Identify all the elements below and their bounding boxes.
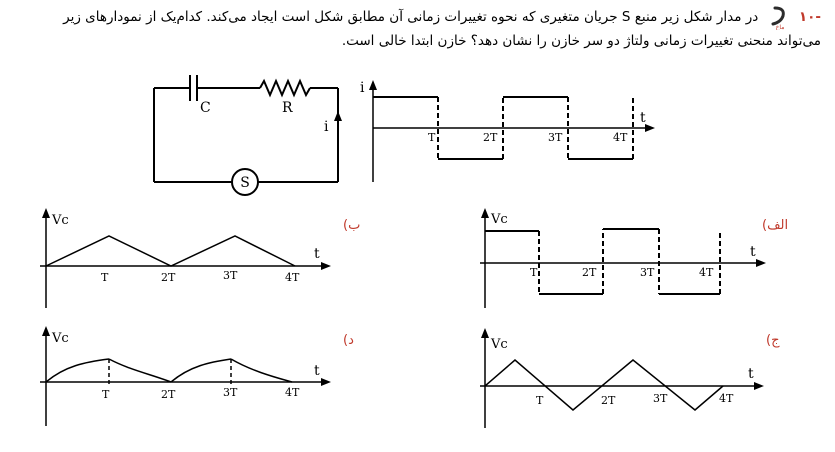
question-line-1 — [31, 6, 821, 30]
be-tick-4T: 4T — [285, 271, 300, 284]
dal-y-label: Vc — [52, 331, 69, 346]
be-triangle-wave — [46, 236, 295, 266]
i-tick-4T: 4T — [613, 131, 628, 144]
i-axis-label: i — [360, 80, 365, 96]
resistor-label: R — [282, 100, 293, 116]
question-number: -۱۰ — [798, 9, 821, 25]
dal-t-arrow-icon — [321, 378, 331, 386]
question-line-1-text: در مدار شکل زیر منبع S جریان متغیری که نحوه تغییرات زمانی آن مطابق شکل است ایجاد می‌کند. کدام‌یک از نمودارهای زیر — [63, 9, 759, 25]
current-arrow-icon — [334, 111, 342, 121]
alef-tick-4T: 4T — [699, 266, 714, 279]
alef-tick-3T: 3T — [640, 266, 655, 279]
alef-tick-T: T — [530, 266, 538, 279]
alef-y-label: Vc — [491, 212, 508, 227]
alef-t-arrow-icon — [756, 259, 766, 267]
i-axis-arrow-icon — [369, 80, 377, 90]
question-text — [31, 6, 821, 52]
i-tick-3T: 3T — [548, 131, 563, 144]
alef-tick-2T: 2T — [582, 266, 597, 279]
option-dal-graph — [30, 326, 335, 431]
be-y-label: Vc — [52, 213, 69, 228]
option-jim-label: ج) — [766, 333, 780, 348]
be-y-arrow-icon — [42, 208, 50, 218]
current-label: i — [324, 119, 329, 135]
jim-y-label: Vc — [491, 337, 508, 352]
option-be-label: ب) — [343, 218, 361, 233]
be-tick-3T: 3T — [223, 269, 238, 282]
circuit-diagram — [140, 65, 355, 200]
dal-t-label: t — [314, 363, 320, 379]
jim-tick-2T: 2T — [601, 394, 616, 407]
t-axis-label: t — [640, 110, 646, 126]
option-dal-label: د) — [343, 333, 354, 348]
capacitor-label: C — [200, 100, 211, 116]
dal-y-arrow-icon — [42, 326, 50, 336]
dal-charge-1 — [46, 359, 109, 382]
jim-tick-4T: 4T — [719, 392, 734, 405]
alef-t-label: t — [750, 244, 756, 260]
author-badge-icon — [769, 6, 791, 30]
current-graph — [355, 78, 660, 188]
option-alef-graph — [470, 208, 770, 313]
option-alef-label: الف) — [762, 218, 789, 233]
dal-tick-4T: 4T — [285, 386, 300, 399]
jim-tick-3T: 3T — [653, 392, 668, 405]
option-jim-graph — [470, 328, 770, 433]
be-t-label: t — [314, 246, 320, 262]
dal-tick-3T: 3T — [223, 386, 238, 399]
t-axis-arrow-icon — [645, 124, 655, 132]
jim-y-arrow-icon — [481, 328, 489, 338]
be-t-arrow-icon — [321, 262, 331, 270]
question-line-2: می‌تواند منحنی تغییرات زمانی ولتاژ دو سر خازن را نشان دهد؟ خازن ابتدا خالی است. — [341, 33, 821, 49]
be-tick-T: T — [101, 271, 109, 284]
source-label: S — [240, 175, 250, 191]
dal-tick-2T: 2T — [161, 388, 176, 401]
jim-tick-T: T — [536, 394, 544, 407]
alef-y-arrow-icon — [481, 208, 489, 218]
jim-t-arrow-icon — [754, 382, 764, 390]
i-tick-2T: 2T — [483, 131, 498, 144]
option-be-graph — [30, 208, 335, 313]
author-badge-text: ماخ — [775, 24, 785, 30]
i-tick-T: T — [428, 131, 436, 144]
dal-discharge-1 — [109, 359, 171, 382]
dal-tick-T: T — [102, 388, 110, 401]
dal-charge-2 — [171, 359, 231, 382]
jim-t-label: t — [748, 366, 754, 382]
dal-discharge-2 — [231, 359, 292, 382]
resistor-zigzag — [260, 81, 310, 95]
be-tick-2T: 2T — [161, 271, 176, 284]
